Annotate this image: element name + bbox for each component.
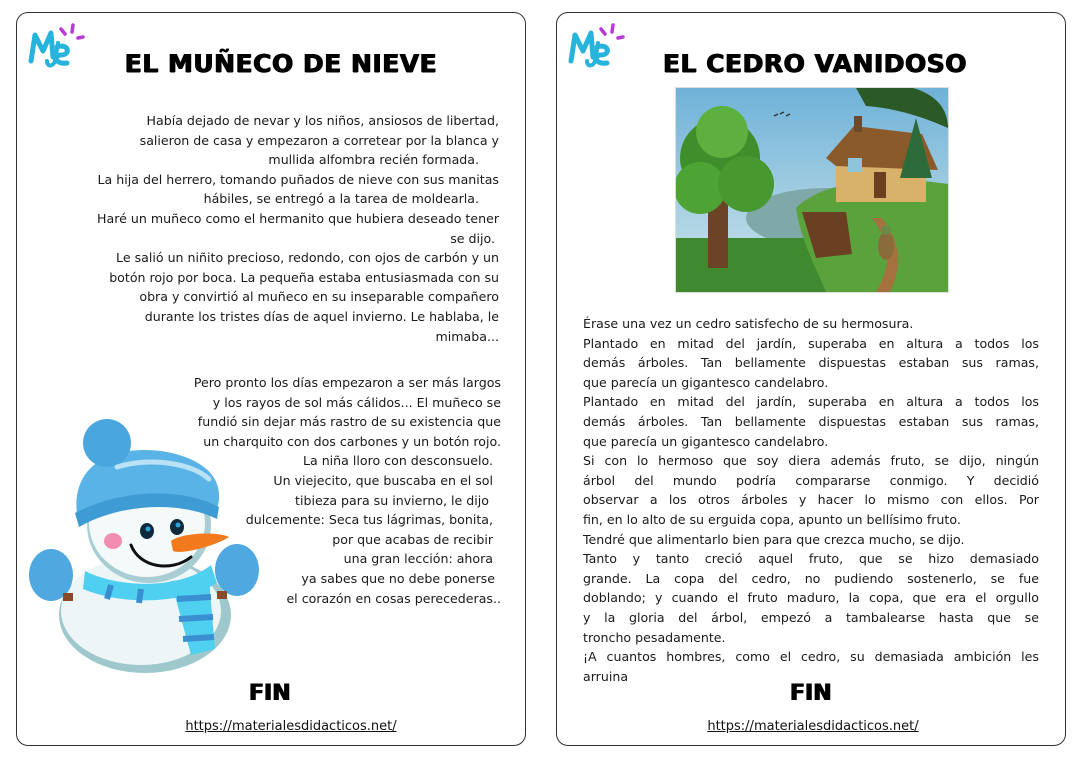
- text-line: botón rojo por boca. La pequeña estaba entusiasmada con su: [109, 269, 499, 285]
- text-line: arruina: [583, 668, 629, 684]
- story-title: EL CEDRO VANIDOSO: [662, 49, 968, 78]
- text-line: fin, en lo alto de su erguida copa, apunto un bellísimo fruto.: [583, 511, 961, 527]
- text-line: obra y convirtió al muñeco en su inseparable compañero: [139, 289, 499, 305]
- source-link[interactable]: https://materialesdidacticos.net/: [707, 719, 919, 734]
- text-line: grande. La copa del cedro, no pudiendo sostenerlo, se fue: [583, 570, 1039, 586]
- text-line: mullida alfombra recién formada.: [268, 152, 479, 168]
- text-line: salieron de casa y empezaron a corretear por la blanca y: [139, 132, 499, 148]
- text-line: Le salió un niñito precioso, redondo, con ojos de carbón y un: [116, 250, 499, 266]
- story-paragraph-1: [39, 111, 499, 346]
- text-line: por que acabas de recibir: [332, 531, 493, 547]
- text-line: árbol del mundo podría compararse conmigo. Y decidió: [583, 472, 1039, 488]
- text-line: dulcemente: Seca tus lágrimas, bonita,: [245, 512, 493, 528]
- text-line: una gran lección: ahora: [343, 551, 493, 567]
- text-line: Plantado en mitad del jardín, superaba en altura a todos los: [583, 394, 1039, 410]
- text-line: tibieza para su invierno, le dijo: [295, 492, 489, 508]
- text-line: Si con lo hermoso que soy diera además fruto, se dijo, ningún: [583, 453, 1039, 469]
- text-line: Plantado en mitad del jardín, superaba en altura a todos los: [583, 335, 1039, 351]
- text-line: Haré un muñeco como el hermanito que hubiera deseado tener: [97, 210, 499, 226]
- text-line: troncho pesadamente.: [583, 629, 726, 645]
- text-line: doblando; y cuando el fruto maduro, la copa, que era el orgullo: [583, 590, 1039, 606]
- text-line: y los rayos de sol más cálidos... El muñeco se: [212, 394, 501, 410]
- text-line: demás árboles. Tan bellamente dispuestas estaban sus ramas,: [583, 355, 1039, 371]
- text-line: que parecía un gigantesco candelabro.: [583, 433, 829, 449]
- fin-label: FIN: [249, 681, 291, 706]
- text-line: Tanto y tanto creció aquel fruto, que se hizo demasiado: [583, 551, 1039, 567]
- snowman-illustration: [21, 405, 267, 677]
- cottage-on-hill-illustration: [675, 87, 949, 293]
- text-line: La niña lloro con desconsuelo.: [302, 453, 493, 469]
- text-line: ¡A cuantos hombres, como el cedro, su demasiada ambición les: [583, 649, 1039, 665]
- story-title: EL MUÑECO DE NIEVE: [124, 49, 438, 78]
- text-line: el corazón en cosas perecederas..: [286, 590, 501, 606]
- source-link[interactable]: https://materialesdidacticos.net/: [185, 719, 397, 734]
- text-line: Había dejado de nevar y los niños, ansiosos de libertad,: [146, 113, 499, 128]
- text-line: mimaba...: [435, 328, 499, 344]
- text-line: que parecía un gigantesco candelabro.: [583, 374, 829, 390]
- story-body: [583, 314, 1039, 686]
- text-line: fundió sin dejar más rastro de su existencia que: [197, 414, 501, 430]
- text-line: y la gloria del árbol, empezó a tambalearse hasta que se: [583, 609, 1039, 625]
- text-line: Un viejecito, que buscaba en el sol: [273, 472, 493, 488]
- text-line: observar a los otros árboles y hacer lo mismo con ellos. Por: [583, 492, 1039, 508]
- text-line: se dijo.: [450, 230, 495, 246]
- text-line: Pero pronto los días empezaron a ser más largos: [193, 375, 501, 390]
- text-line: durante los tristes días de aquel invierno. Le hablaba, le: [144, 308, 499, 324]
- story-page-snowman: [16, 12, 526, 746]
- text-line: un charquito con dos carbones y un botón rojo.: [203, 433, 501, 449]
- text-line: Érase una vez un cedro satisfecho de su hermosura.: [583, 316, 914, 331]
- text-line: hábiles, se entregó a la tarea de moldearla.: [203, 191, 479, 207]
- story-page-cedar: [556, 12, 1066, 746]
- text-line: Tendré que alimentarlo bien para que crezca mucho, se dijo.: [583, 531, 965, 547]
- text-line: demás árboles. Tan bellamente dispuestas estaban sus ramas,: [583, 413, 1039, 429]
- text-line: ya sabes que no debe ponerse: [301, 570, 495, 586]
- fin-label: FIN: [790, 681, 832, 706]
- text-line: La hija del herrero, tomando puñados de nieve con sus manitas: [97, 171, 499, 187]
